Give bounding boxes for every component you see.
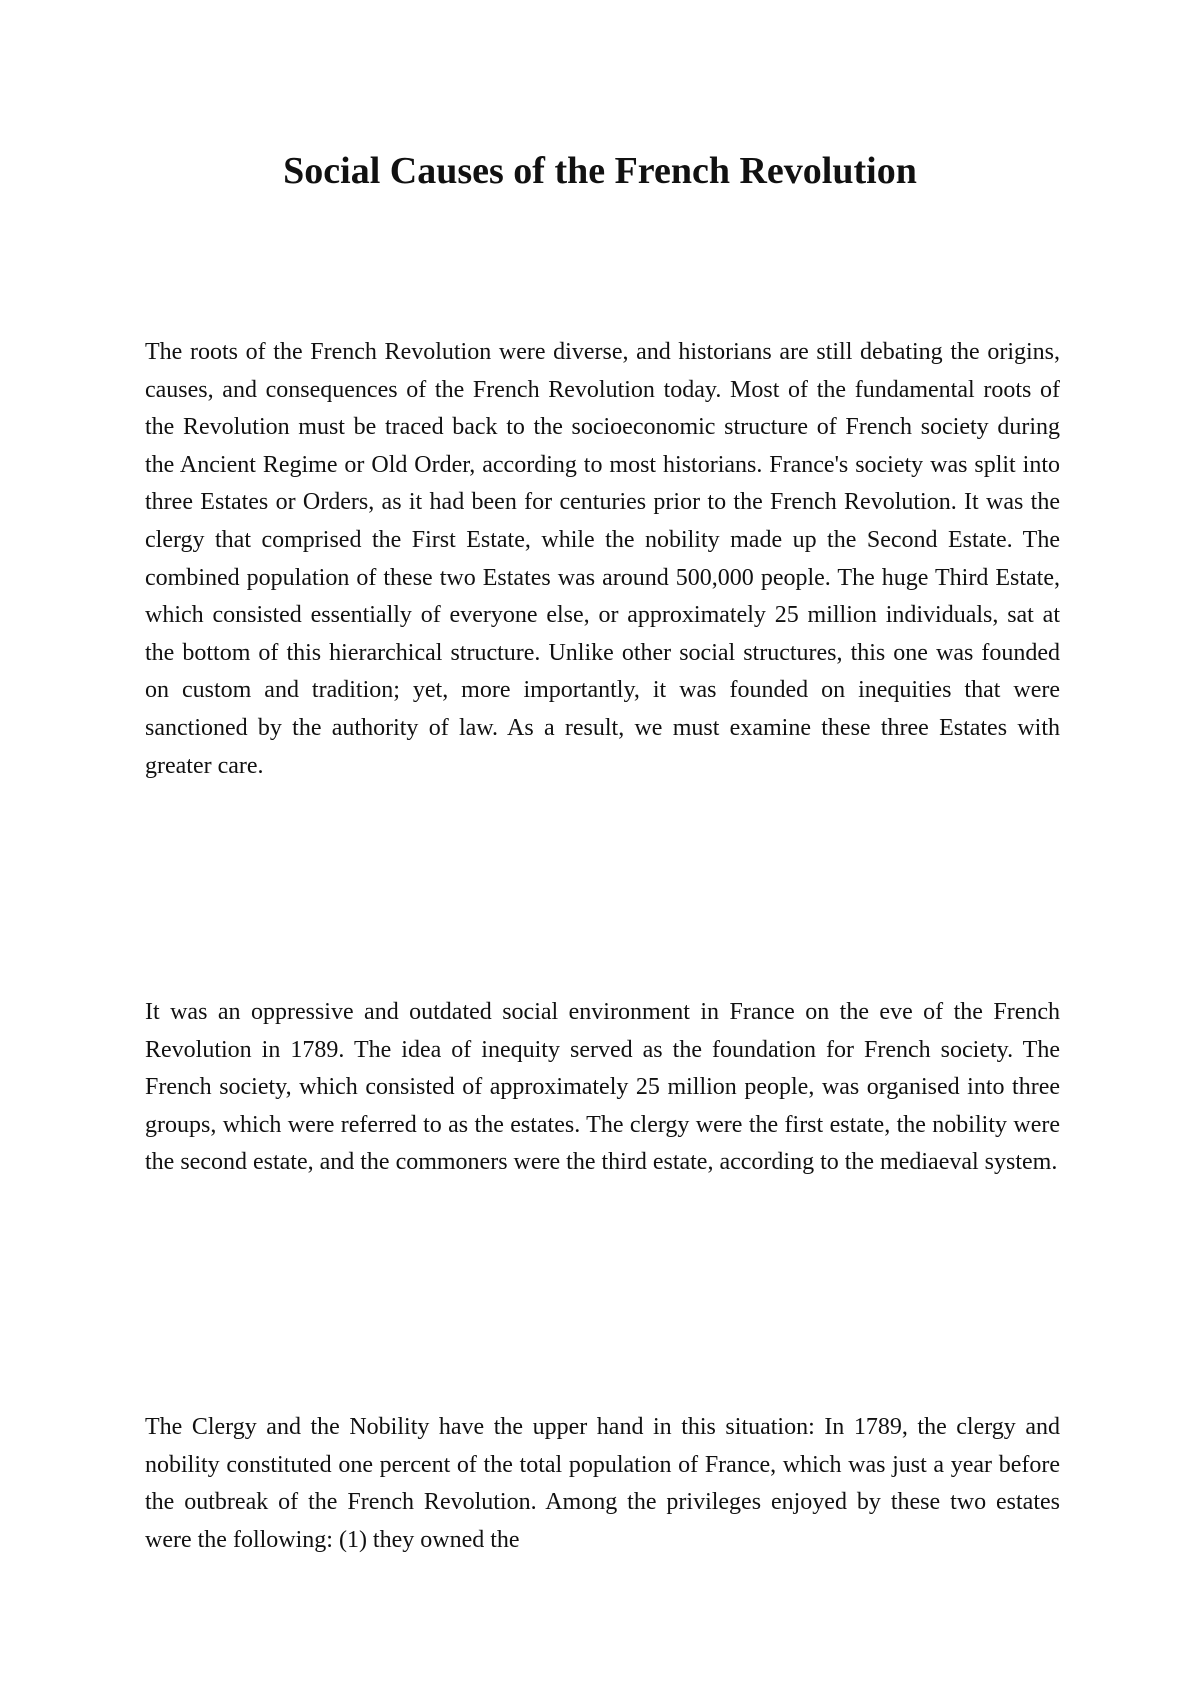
paragraph: The roots of the French Revolution were diverse, and historians are still debating the origins, causes, and consequences of the French Revolution today. Most of the fundamental roots of the Revolution must be traced back to the socioeconomic structure of French society during the Ancient Regime or Old Order, according to most historians. France's society was split into three Estates or Orders, as it had been for centuries prior to the French Revolution. It was the clergy that comprised the First Estate, while the nobility made up the Second Estate. The combined population of these two Estates was around 500,000 people. The huge Third Estate, which consisted essentially of everyone else, or approximately 25 million individuals, sat at the bottom of this hierarchical structure. Unlike other social structures, this one was founded on custom and tradition; yet, more importantly, it was founded on inequities that were sanctioned by the authority of law. As a result, we must examine these three Estates with greater care. bbox=[145, 339, 1060, 779]
paragraph: It was an oppressive and outdated social environment in France on the eve of the French Revolution in 1789. The idea of inequity served as the foundation for French society. The French society, which consisted of approximately 25 million people, was organised into three groups, which were referred to as the estates. The clergy were the first estate, the nobility were the second estate, and the commoners were the third estate, according to the mediaeval system. bbox=[145, 999, 1060, 1176]
paragraph: The Clergy and the Nobility have the upper hand in this situation: In 1789, the clergy and nobility constituted one percent of the total population of France, which was just a year before the outbreak of the French Revolution. Among the privileges enjoyed by these two estates were the following: (1) they owned the bbox=[145, 1414, 1060, 1553]
page-title: Social Causes of the French Revolution bbox=[283, 150, 917, 192]
